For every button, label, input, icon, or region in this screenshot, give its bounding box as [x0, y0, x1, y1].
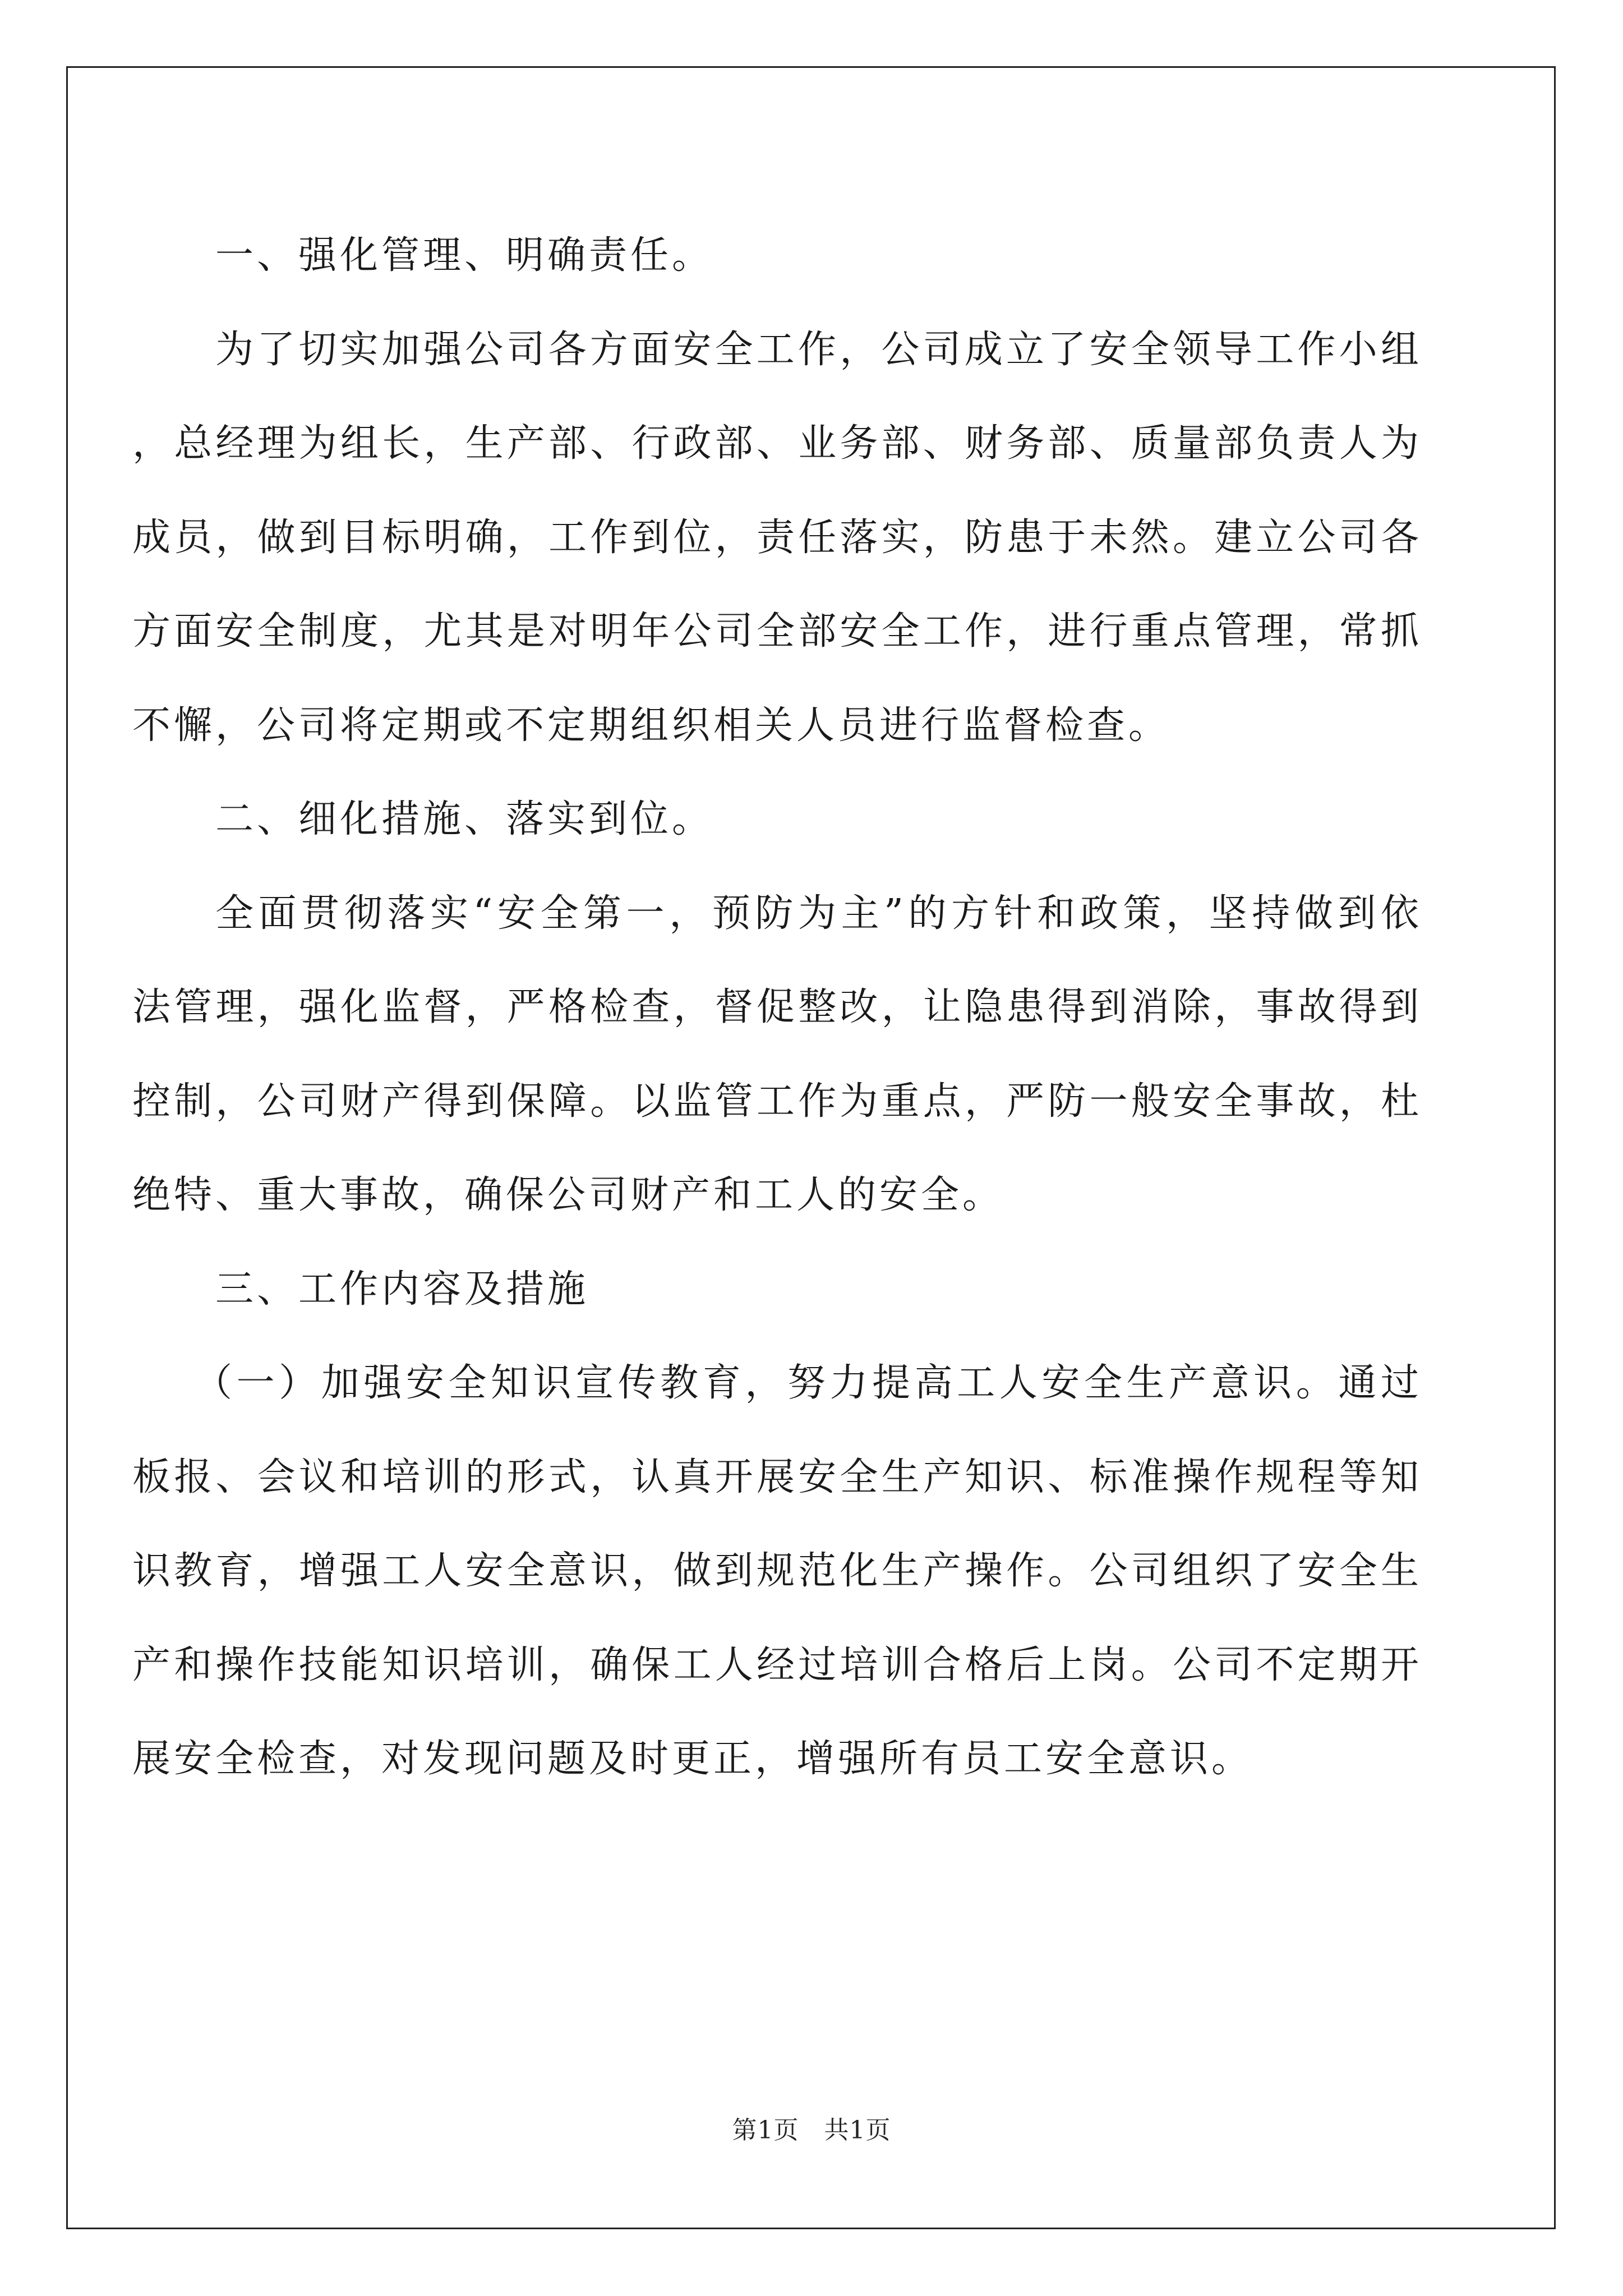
document-body	[132, 209, 1422, 1806]
paragraph-2: 全面贯彻落实“安全第一，预防为主”的方针和政策，坚持做到依法管理，强化监督，严格检查，督促整改，让隐患得到消除，事故得到控制，公司财产得到保障。以监管工作为重点，严防一般安全事故，杜绝特、重大事故，确保公司财产和工人的安全。	[132, 891, 1422, 1217]
section-heading-3: 三、工作内容及措施	[215, 1267, 589, 1312]
section-heading-2: 二、细化措施、落实到位。	[215, 797, 714, 841]
paragraph-1: 为了切实加强公司各方面安全工作，公司成立了安全领导工作小组，总经理为组长，生产部、行政部、业务部、财务部、质量部负责人为成员，做到目标明确，工作到位，责任落实，防患于未然。建立公司各方面安全制度，尤其是对明年公司全部安全工作，进行重点管理，常抓不懈，公司将定期或不定期组织相关人员进行监督检查。	[132, 327, 1422, 748]
page-number-footer: 第1页 共1页	[732, 2116, 891, 2145]
paragraph-3: （一）加强安全知识宣传教育，努力提高工人安全生产意识。通过板报、会议和培训的形式，认真开展安全生产知识、标准操作规程等知识教育，增强工人安全意识，做到规范化生产操作。公司组织了安全生产和操作技能知识培训，确保工人经过培训合格后上岗。公司不定期开展安全检查，对发现问题及时更正，增强所有员工安全意识。	[132, 1361, 1422, 1781]
section-heading-1: 一、强化管理、明确责任。	[215, 233, 714, 278]
